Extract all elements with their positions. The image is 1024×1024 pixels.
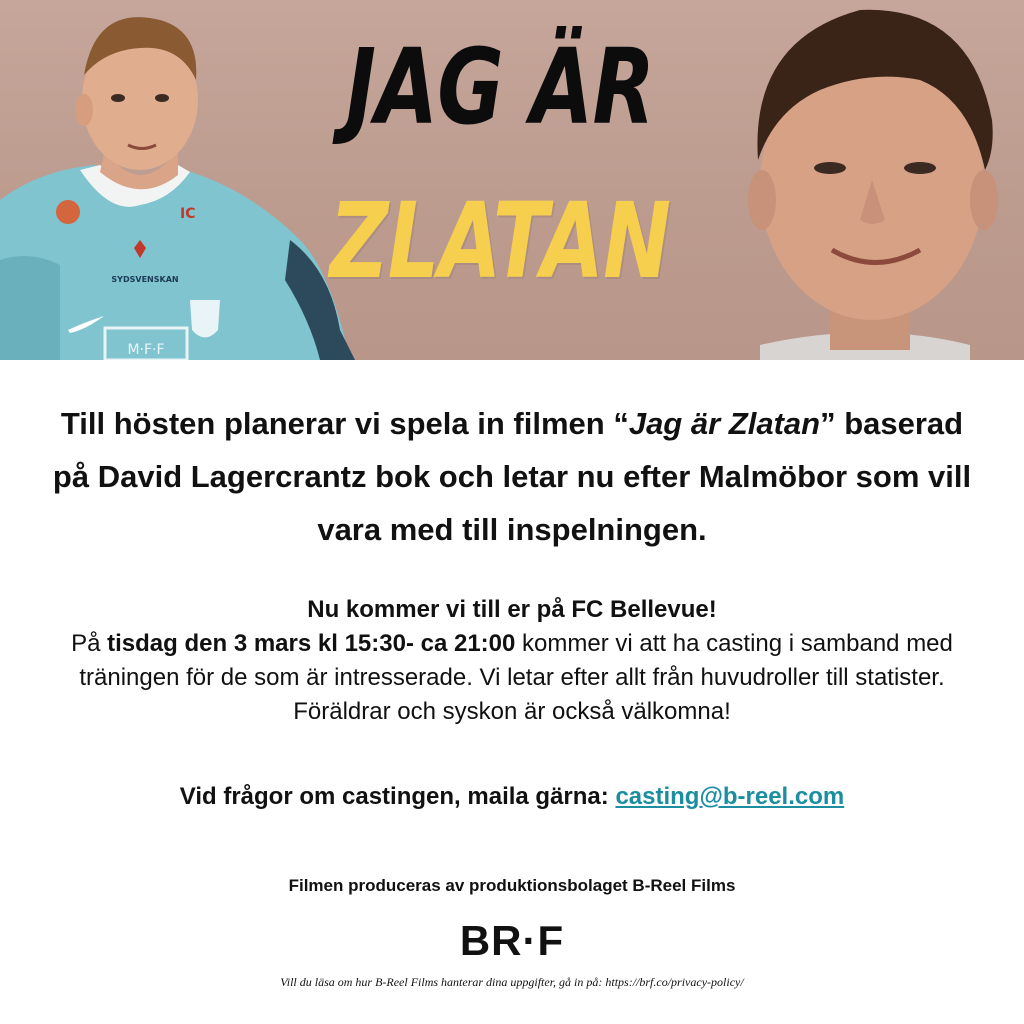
headline-line-2: ZLATAN <box>329 180 671 302</box>
intro-paragraph <box>40 397 984 556</box>
film-title: Jag är Zlatan <box>628 406 821 441</box>
casting-info <box>40 593 984 729</box>
contact-label: Vid frågor om castingen, maila gärna: <box>179 783 616 810</box>
producer-text: Filmen produceras av produktionsbolaget B-Reel Films <box>288 876 736 895</box>
email-link[interactable]: casting@b-reel.com <box>615 783 845 810</box>
info-paragraph <box>40 627 984 729</box>
info-subheading: Nu kommer vi till er på FC Bellevue! <box>307 596 717 623</box>
casting-date-time: tisdag den 3 mars kl 15:30- ca 21:00 <box>107 630 516 657</box>
info-prefix: På <box>71 630 108 657</box>
info-details: kommer vi att ha casting i samband med träningen för de som är intresserade. Vi letar efter allt från huvudroller till statister. Föräldrar och syskon är också välkomna! <box>79 630 953 725</box>
header-banner <box>0 0 1024 360</box>
jersey-crest-text: M·F·F <box>127 342 165 358</box>
jersey-sponsor-text: SYDSVENSKAN <box>111 275 179 284</box>
child-photo <box>720 0 1024 360</box>
headline <box>270 26 730 302</box>
brf-logo: BR·F <box>459 917 565 964</box>
svg-text:IC: IC <box>180 206 196 222</box>
intro-text-1: Till hösten planerar vi spela in filmen “ <box>60 406 629 441</box>
intro-text-2: ” baserad på David Lagercrantz bok och letar nu efter Malmöbor som vill vara med till inspelningen. <box>52 406 972 547</box>
contact-line <box>40 783 984 811</box>
privacy-notice: Vill du läsa om hur B-Reel Films hanterar dina uppgifter, gå in på: https://brf.co/privacy-policy/ <box>280 975 744 989</box>
headline-line-1: JAG ÄR <box>345 26 655 148</box>
